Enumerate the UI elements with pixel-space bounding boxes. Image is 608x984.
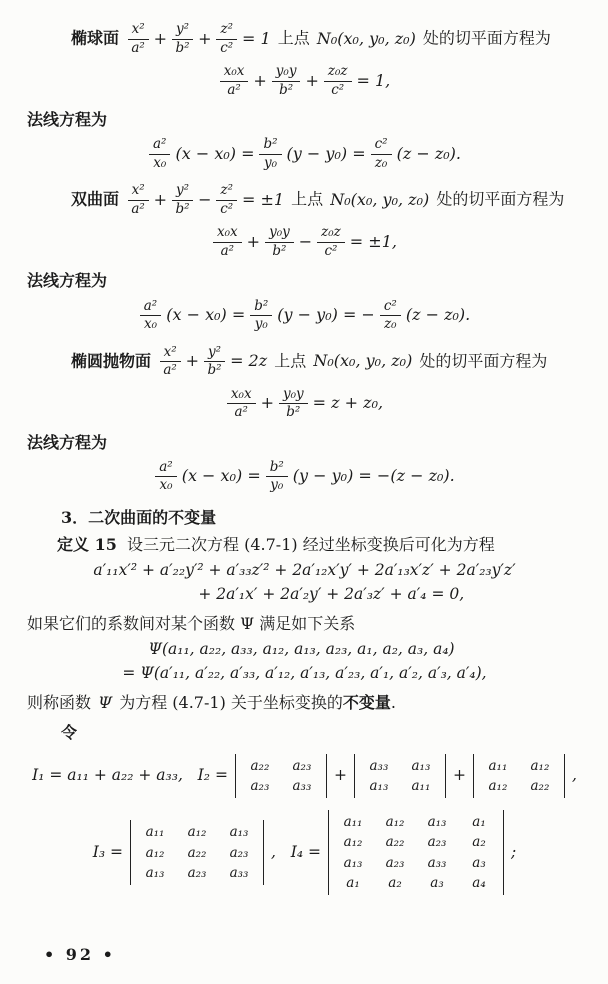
fraction-numerator: y₀y: [279, 387, 308, 405]
fraction: [380, 299, 401, 333]
fraction-numerator: x₀x: [213, 225, 242, 243]
math-run: = 1: [242, 28, 271, 48]
fraction: [227, 387, 256, 421]
matrix-entry: a₁₃: [369, 778, 389, 795]
fraction: [160, 345, 181, 379]
text-run: 上点: [286, 189, 329, 209]
determinant-row: [332, 873, 500, 893]
fraction-denominator: x₀: [159, 477, 173, 494]
transformed-equation: [93, 558, 515, 606]
math-run: +: [333, 766, 347, 785]
matrix-entry: a₃: [430, 874, 444, 891]
bold-text-run: 椭球面: [71, 28, 125, 48]
determinant: [473, 754, 565, 798]
fraction: [172, 183, 193, 217]
math-run: +: [452, 766, 466, 785]
matrix-entry: a₁₁: [145, 824, 165, 841]
fraction: [259, 137, 281, 171]
fraction: [128, 22, 149, 56]
determinant-row: [477, 776, 561, 796]
paraboloid-tangent-plane-equation: [27, 385, 582, 423]
matrix-entry: a₁₃: [145, 864, 165, 881]
fraction-numerator: z₀z: [324, 64, 352, 82]
matrix-entry: a₁₂: [343, 834, 363, 851]
fraction-denominator: b²: [207, 362, 222, 379]
matrix-entry: a₁₃: [343, 854, 363, 871]
determinant-row: [332, 832, 500, 852]
fraction-denominator: y₀: [270, 477, 284, 494]
fraction-numerator: c²: [371, 137, 392, 155]
fraction: [266, 460, 288, 494]
psi-relation-line1: Ψ(a₁₁, a₂₂, a₃₃, a₁₂, a₁₃, a₂₃, a₁, a₂, a₃, a₄): [148, 640, 455, 659]
matrix-entry: a₁₃: [427, 814, 447, 831]
matrix-entry: a₃: [472, 854, 486, 871]
determinant-row: [134, 822, 260, 842]
math-run: , I₄ =: [271, 842, 321, 861]
matrix-entry: a₂₃: [250, 778, 270, 795]
fraction-denominator: x₀: [143, 316, 157, 333]
psi-relation: [122, 637, 486, 685]
paraboloid-normal-line-label: 法线方程为: [27, 432, 108, 452]
matrix-entry: a₂: [472, 834, 486, 851]
math-run: = z + z₀,: [312, 393, 384, 413]
matrix-entry: a₂: [388, 874, 402, 891]
matrix-entry: a₁: [472, 814, 486, 831]
fraction-denominator: c²: [331, 81, 345, 98]
fraction-denominator: c²: [220, 200, 234, 217]
fraction: [213, 225, 242, 259]
fraction-denominator: z₀: [374, 154, 388, 171]
fraction-numerator: b²: [250, 299, 272, 317]
fraction: [324, 64, 352, 98]
math-run: = 2z: [230, 351, 268, 371]
math-run: (z − z₀).: [405, 305, 471, 325]
math-run: I₃ =: [92, 842, 124, 861]
fraction-numerator: z₀z: [317, 225, 345, 243]
fraction-numerator: z²: [216, 183, 237, 201]
fraction: [155, 460, 176, 494]
matrix-entry: a₁₁: [343, 814, 363, 831]
matrix-entry: a₃₃: [292, 778, 312, 795]
math-run: ;: [511, 842, 517, 861]
hyperboloid-tangent-plane-equation: [27, 223, 582, 261]
determinant-row: [332, 812, 500, 832]
math-run: I₁ = a₁₁ + a₂₂ + a₃₃, I₂ =: [32, 766, 228, 785]
matrix-entry: a₁₂: [145, 844, 165, 861]
text-run: 上点: [272, 28, 315, 48]
fraction-numerator: c²: [380, 299, 401, 317]
matrix-entry: a₁₃: [229, 824, 249, 841]
fraction-denominator: z₀: [384, 316, 397, 333]
fraction: [149, 137, 170, 171]
math-run: +: [153, 28, 168, 48]
math-run: = 1,: [356, 70, 391, 90]
math-run: Ψ: [98, 693, 113, 713]
math-run: ,: [571, 766, 577, 785]
paraboloid-intro-line: [27, 343, 582, 381]
math-run: (x − x₀) =: [166, 305, 246, 325]
paraboloid-normal-line-equation: [27, 458, 582, 496]
determinant: [235, 754, 327, 798]
hyperboloid-normal-line-label: 法线方程为: [27, 271, 108, 291]
determinant-row: [332, 853, 500, 873]
text-run: 设三元二次方程 (4.7-1) 经过坐标变换后可化为方程: [116, 535, 495, 555]
matrix-entry: a₁₂: [385, 814, 405, 831]
psi-relation-line2: = Ψ(a′₁₁, a′₂₂, a′₃₃, a′₁₂, a′₁₃, a′₂₃, a′₁, a′₂, a′₃, a′₄),: [122, 664, 487, 683]
matrix-entry: a₂₃: [427, 834, 447, 851]
fraction-denominator: b²: [175, 200, 190, 217]
matrix-entry: a₄: [472, 874, 486, 891]
determinant-row: [477, 756, 561, 776]
bold-text-run: 定义 15: [57, 535, 117, 555]
transformed-equation-line2: + 2a′₁x′ + 2a′₂y′ + 2a′₃z′ + a′₄ = 0,: [198, 585, 465, 604]
matrix-entry: a₁₁: [411, 778, 431, 795]
matrix-entry: a₃₃: [229, 864, 249, 881]
math-run: (y − y₀) = −(z − z₀).: [292, 466, 455, 486]
fraction-numerator: x₀x: [220, 64, 249, 82]
math-run: +: [260, 393, 274, 413]
fraction: [172, 22, 193, 56]
fraction-denominator: a²: [163, 362, 177, 379]
fraction-denominator: x₀: [153, 154, 167, 171]
fraction-denominator: b²: [286, 404, 301, 421]
bold-text-run: 不变量: [342, 693, 391, 713]
fraction-denominator: y₀: [254, 316, 268, 333]
text-run: 处的切平面方程为: [431, 189, 565, 209]
ellipsoid-tangent-plane-equation: [27, 62, 582, 100]
determinant-row: [239, 776, 323, 796]
math-run: N₀(x₀, y₀, z₀): [330, 189, 430, 209]
text-run: 则称函数: [27, 693, 97, 713]
fraction-numerator: y²: [172, 183, 193, 201]
math-run: +: [185, 351, 200, 371]
fraction-numerator: y₀y: [265, 225, 294, 243]
invariants-I3-I4-line: [27, 808, 582, 897]
fraction: [272, 64, 301, 98]
invariance-condition-text: 如果它们的系数间对某个函数 Ψ 满足如下关系: [27, 614, 356, 634]
fraction: [128, 183, 149, 217]
fraction: [140, 299, 161, 333]
matrix-entry: a₂₃: [187, 864, 207, 881]
fraction-numerator: y₀y: [272, 64, 301, 82]
invariant-conclusion-line: [27, 691, 582, 714]
ellipsoid-intro-line: [27, 20, 582, 58]
fraction-denominator: a²: [131, 200, 145, 217]
fraction-denominator: y₀: [263, 154, 278, 171]
math-run: (x − x₀) =: [175, 143, 255, 163]
math-run: N₀(x₀, y₀, z₀): [313, 351, 413, 371]
matrix-entry: a₁₃: [411, 757, 431, 774]
matrix-entry: a₃₃: [427, 854, 447, 871]
fraction: [250, 299, 272, 333]
text-run: 为方程 (4.7-1) 关于坐标变换的: [114, 693, 343, 713]
math-run: (y − y₀) = −: [277, 305, 375, 325]
fraction: [265, 225, 294, 259]
fraction: [371, 137, 392, 171]
transformed-equation-line1: a′₁₁x′² + a′₂₂y′² + a′₃₃z′² + 2a′₁₂x′y′ + 2a′₁₃x′z′ + 2a′₂₃y′z′: [93, 561, 516, 580]
math-run: −: [198, 189, 212, 209]
fraction-numerator: a²: [155, 460, 176, 478]
bold-text-run: 椭圆抛物面: [71, 351, 157, 371]
math-run: N₀(x₀, y₀, z₀): [316, 28, 416, 48]
fraction-denominator: c²: [324, 242, 338, 259]
fraction: [220, 64, 249, 98]
bold-text-run: 双曲面: [71, 189, 125, 209]
determinant: [328, 810, 504, 895]
hyperboloid-normal-line-equation: [27, 297, 582, 335]
definition-15-line: [27, 533, 582, 556]
matrix-entry: a₃₃: [369, 757, 389, 774]
fraction-denominator: b²: [272, 242, 287, 259]
text-run: 处的切平面方程为: [417, 28, 551, 48]
fraction-denominator: a²: [227, 81, 241, 98]
determinant-row: [239, 756, 323, 776]
math-run: +: [198, 28, 212, 48]
determinant: [130, 820, 264, 885]
matrix-entry: a₁₂: [187, 824, 207, 841]
invariants-section-heading: 3．二次曲面的不变量: [61, 507, 217, 527]
fraction-numerator: a²: [149, 137, 170, 155]
math-run: −: [298, 231, 313, 251]
fraction-numerator: a²: [140, 299, 161, 317]
math-run: +: [305, 70, 319, 90]
hyperboloid-intro-line: [27, 181, 582, 219]
fraction-numerator: x²: [160, 345, 181, 363]
matrix-entry: a₂₂: [530, 778, 550, 795]
fraction-denominator: b²: [279, 81, 294, 98]
matrix-entry: a₂₃: [292, 757, 312, 774]
matrix-entry: a₂₃: [229, 844, 249, 861]
math-run: +: [253, 70, 267, 90]
matrix-entry: a₁₂: [530, 757, 550, 774]
fraction: [279, 387, 308, 421]
fraction-numerator: y²: [172, 22, 193, 40]
fraction-numerator: y²: [204, 345, 225, 363]
fraction-numerator: b²: [266, 460, 288, 478]
determinant-row: [358, 756, 442, 776]
fraction-numerator: x²: [128, 22, 149, 40]
fraction-denominator: c²: [220, 39, 234, 56]
fraction-numerator: x²: [128, 183, 149, 201]
ellipsoid-normal-line-label: 法线方程为: [27, 110, 108, 130]
determinant: [354, 754, 446, 798]
math-run: (y − y₀) =: [286, 143, 366, 163]
math-run: = ±1: [242, 189, 285, 209]
matrix-entry: a₂₂: [187, 844, 207, 861]
determinant-row: [358, 776, 442, 796]
math-run: = ±1,: [349, 231, 397, 251]
ellipsoid-normal-line-equation: [27, 135, 582, 173]
matrix-entry: a₁₂: [488, 778, 508, 795]
text-run: .: [390, 693, 397, 713]
fraction-denominator: a²: [131, 39, 145, 56]
fraction-denominator: a²: [234, 404, 248, 421]
invariants-I1-I2-line: [27, 752, 582, 800]
fraction: [216, 183, 237, 217]
determinant-row: [134, 843, 260, 863]
fraction: [216, 22, 237, 56]
math-run: (z − z₀).: [396, 143, 461, 163]
let-label: 令: [61, 722, 78, 742]
page-number: • 92 •: [44, 945, 116, 964]
fraction-numerator: x₀x: [227, 387, 256, 405]
fraction: [204, 345, 225, 379]
fraction-numerator: z²: [216, 22, 237, 40]
fraction-numerator: b²: [259, 137, 281, 155]
fraction-denominator: b²: [175, 39, 190, 56]
math-run: +: [246, 231, 261, 251]
determinant-row: [134, 863, 260, 883]
matrix-entry: a₁₁: [488, 757, 508, 774]
matrix-entry: a₂₃: [385, 854, 405, 871]
fraction: [317, 225, 345, 259]
matrix-entry: a₁: [346, 874, 360, 891]
math-run: (x − x₀) =: [181, 466, 261, 486]
text-run: 处的切平面方程为: [414, 351, 548, 371]
fraction-denominator: a²: [220, 242, 235, 259]
math-run: +: [153, 189, 168, 209]
text-run: 上点: [269, 351, 312, 371]
matrix-entry: a₂₂: [250, 757, 270, 774]
matrix-entry: a₂₂: [385, 834, 405, 851]
